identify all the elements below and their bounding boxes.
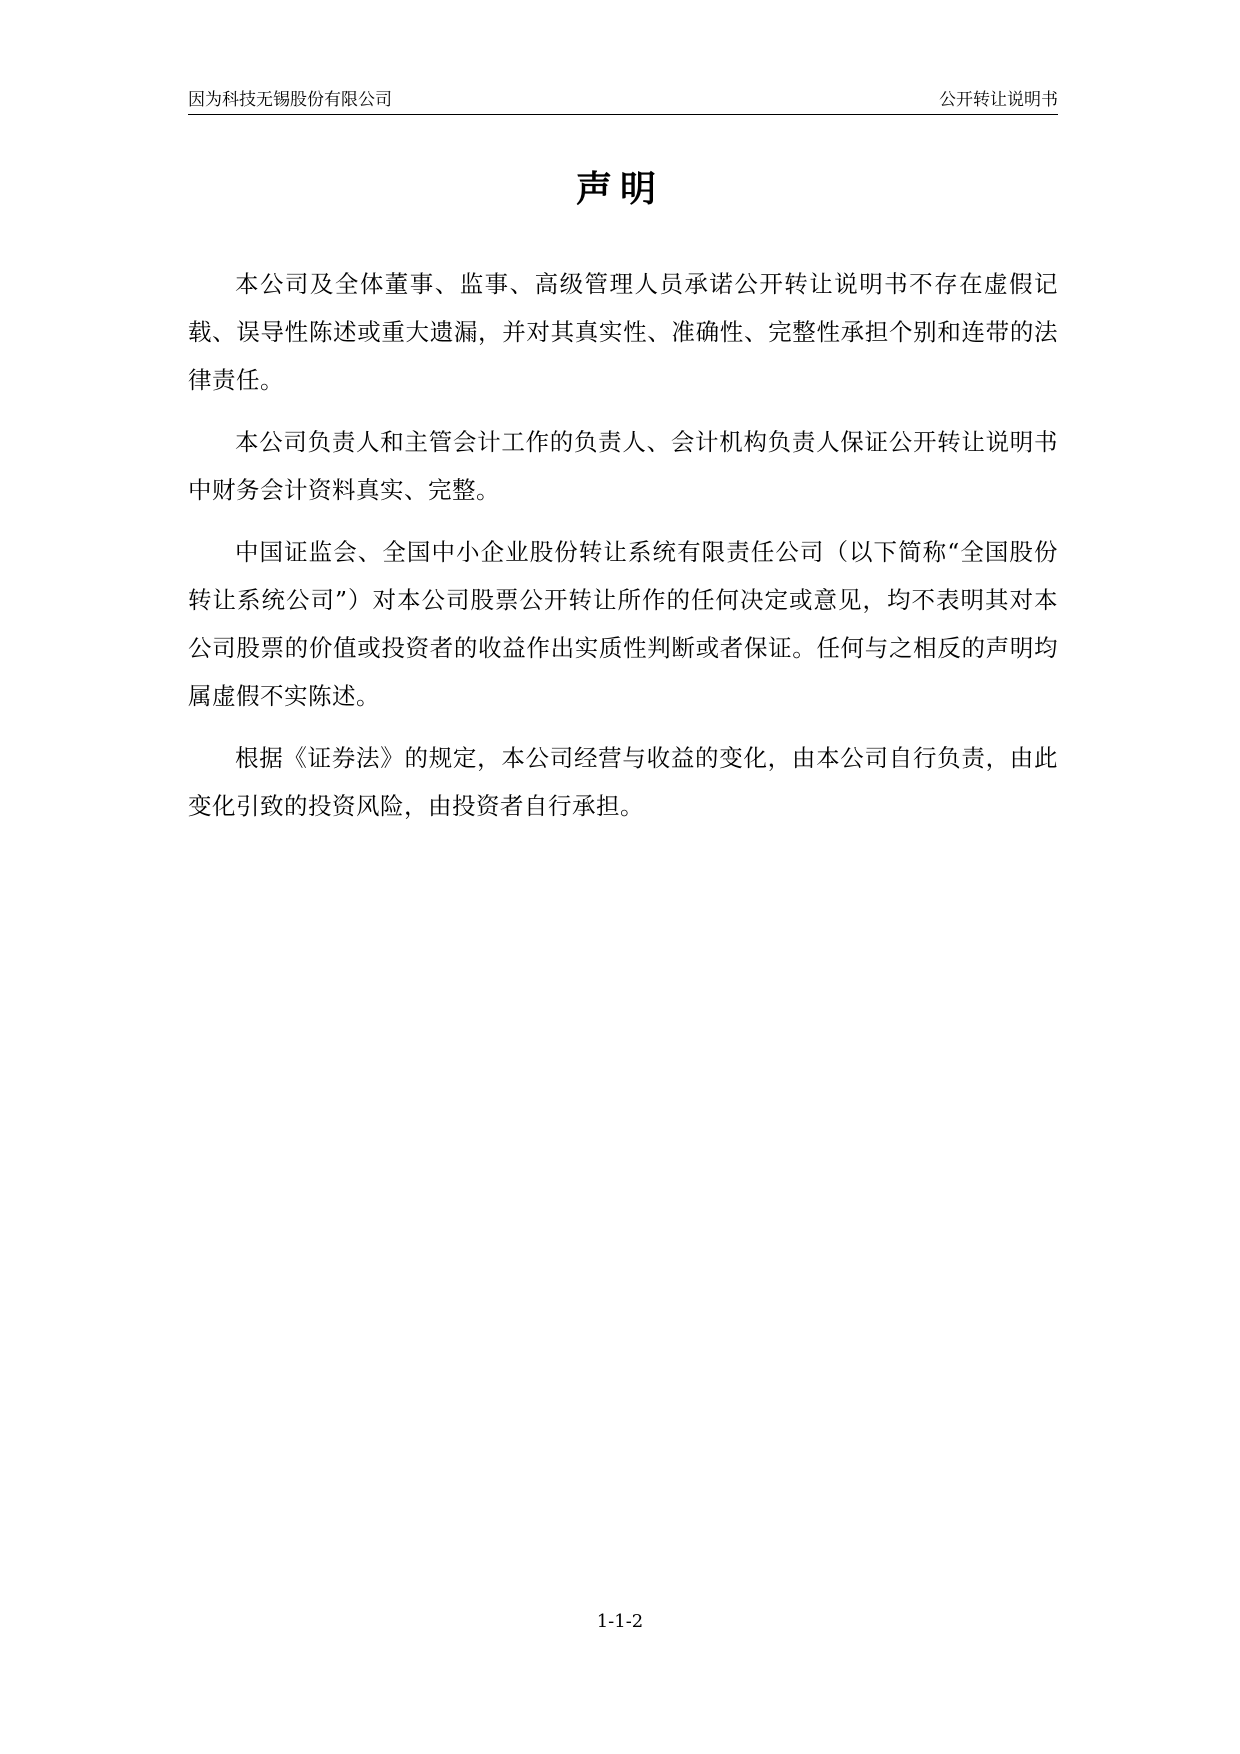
header-document-type: 公开转让说明书 (939, 90, 1058, 110)
paragraph-director-commitment: 本公司及全体董事、监事、高级管理人员承诺公开转让说明书不存在虚假记载、误导性陈述或重大遗漏，并对其真实性、准确性、完整性承担个别和连带的法律责任。 (188, 270, 1058, 394)
declaration-body (188, 260, 1058, 844)
header-company-name: 因为科技无锡股份有限公司 (188, 90, 392, 110)
page-number: 1-1-2 (596, 1611, 644, 1632)
paragraph-investment-risk: 根据《证券法》的规定，本公司经营与收益的变化，由本公司自行负责，由此变化引致的投资风险，由投资者自行承担。 (188, 744, 1058, 820)
paragraph-regulator-disclaimer: 中国证监会、全国中小企业股份转让系统有限责任公司（以下简称“全国股份转让系统公司”）对本公司股票公开转让所作的任何决定或意见，均不表明其对本公司股票的价值或投资者的收益作出实质性判断或者保证。任何与之相反的声明均属虚假不实陈述。 (188, 538, 1058, 710)
page-header (188, 86, 1058, 115)
page-title: 声明 (575, 169, 664, 210)
paragraph-financial-guarantee: 本公司负责人和主管会计工作的负责人、会计机构负责人保证公开转让说明书中财务会计资料真实、完整。 (188, 428, 1058, 504)
